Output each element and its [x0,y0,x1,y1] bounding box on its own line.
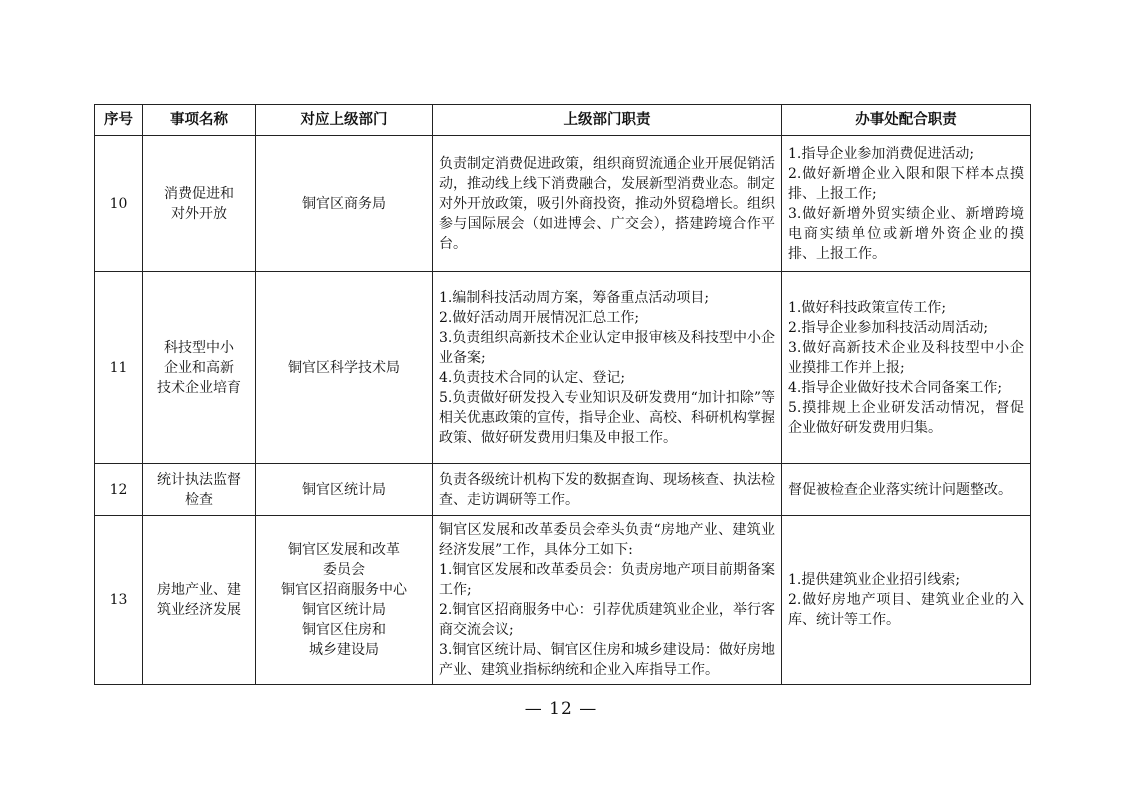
item-name-line: 技术企业培育 [157,379,241,396]
item-name [143,272,256,464]
header-superior-department: 对应上级部门 [256,105,433,136]
table-row [95,136,1031,272]
cooperation-item: 1.提供建筑业企业招引线索; [788,572,961,588]
department-line: 委员会 [323,562,365,578]
duty-paragraph: 5.负责做好研发投入专业知识及研发费用“加计扣除”等相关优惠政策的宣传，指导企业、高校、科研机构掌握政策、做好研发费用归集及申报工作。 [439,389,775,446]
item-name [143,464,256,516]
duty-paragraph: 铜官区发展和改革委员会牵头负责“房地产业、建筑业经济发展”工作，具体分工如下: [439,522,775,558]
cooperation-item: 督促被检查企业落实统计问题整改。 [788,481,1012,498]
department-line: 铜官区发展和改革 [288,542,400,558]
cooperation-item: 3.做好高新技术企业及科技型中小企业摸排工作并上报; [788,339,1024,376]
item-name [143,136,256,272]
superior-duties [433,272,782,464]
table-row [95,464,1031,516]
superior-department [256,136,433,272]
row-number: 10 [95,136,143,272]
department-line: 铜官区住房和 [302,622,386,638]
table-row [95,272,1031,464]
department-line: 城乡建设局 [309,642,379,658]
cooperation-item: 4.指导企业做好技术合同备案工作; [788,379,1003,396]
header-item-name: 事项名称 [143,105,256,136]
cooperation-duties [782,136,1031,272]
superior-department [256,272,433,464]
header-serial-number: 序号 [95,105,143,136]
cooperation-duties [782,272,1031,464]
item-name-line: 科技型中小 [164,339,234,356]
department-line: 铜官区商务局 [302,195,386,212]
item-name-line: 检查 [185,491,213,508]
cooperation-item: 1.做好科技政策宣传工作; [788,299,947,316]
cooperation-duties [782,464,1031,516]
item-name-line: 对外开放 [171,205,227,222]
duty-paragraph: 3.铜官区统计局、铜官区住房和城乡建设局：做好房地产业、建筑业指标纳统和企业入库指导工作。 [439,642,775,678]
superior-duties [433,464,782,516]
header-superior-duties: 上级部门职责 [433,105,782,136]
department-line: 铜官区统计局 [302,602,386,618]
duty-paragraph: 3.负责组织高新技术企业认定申报审核及科技型中小企业备案; [439,329,775,366]
row-number: 12 [95,464,143,516]
item-name-line: 房地产业、建 [157,582,241,598]
item-name-line: 筑业经济发展 [157,602,241,618]
department-line: 铜官区科学技术局 [288,359,400,376]
duty-paragraph: 1.铜官区发展和改革委员会：负责房地产项目前期备案工作; [439,562,775,598]
superior-department [256,516,433,685]
duty-paragraph: 2.做好活动周开展情况汇总工作; [439,309,640,326]
duty-paragraph: 4.负责技术合同的认定、登记; [439,369,626,386]
header-office-cooperation-duties: 办事处配合职责 [782,105,1031,136]
duty-paragraph: 负责制定消费促进政策，组织商贸流通企业开展促销活动，推动线上线下消费融合，发展新型消费业态。制定对外开放政策，吸引外商投资，推动外贸稳增长。组织参与国际展会（如进博会、广交会），搭建跨境合作平台。 [439,155,775,252]
item-name-line: 企业和高新 [164,359,234,376]
duty-paragraph: 负责各级统计机构下发的数据查询、现场核查、执法检查、走访调研等工作。 [439,471,775,508]
cooperation-item: 3.做好新增外贸实绩企业、新增跨境电商实绩单位或新增外资企业的摸排、上报工作。 [788,205,1024,262]
row-number: 11 [95,272,143,464]
duty-paragraph: 1.编制科技活动周方案，筹备重点活动项目; [439,289,710,306]
cooperation-item: 1.指导企业参加消费促进活动; [788,145,975,162]
table-row [95,516,1031,685]
table-header-row [95,105,1031,136]
department-line: 铜官区招商服务中心 [281,582,407,598]
responsibility-table [94,104,1031,685]
cooperation-item: 2.做好新增企业入限和限下样本点摸排、上报工作; [788,165,1024,202]
item-name-line: 统计执法监督 [157,471,241,488]
superior-department [256,464,433,516]
cooperation-item: 2.做好房地产项目、建筑业企业的入库、统计等工作。 [788,592,1024,628]
cooperation-item: 2.指导企业参加科技活动周活动; [788,319,989,336]
superior-duties [433,516,782,685]
cooperation-duties [782,516,1031,685]
item-name-line: 消费促进和 [164,185,234,202]
duty-paragraph: 2.铜官区招商服务中心：引荐优质建筑业企业，举行客商交流会议; [439,602,775,638]
superior-duties [433,136,782,272]
department-line: 铜官区统计局 [302,481,386,498]
item-name [143,516,256,685]
cooperation-item: 5.摸排规上企业研发活动情况，督促企业做好研发费用归集。 [788,399,1024,436]
row-number: 13 [95,516,143,685]
page-number: — 12 — [524,699,598,719]
